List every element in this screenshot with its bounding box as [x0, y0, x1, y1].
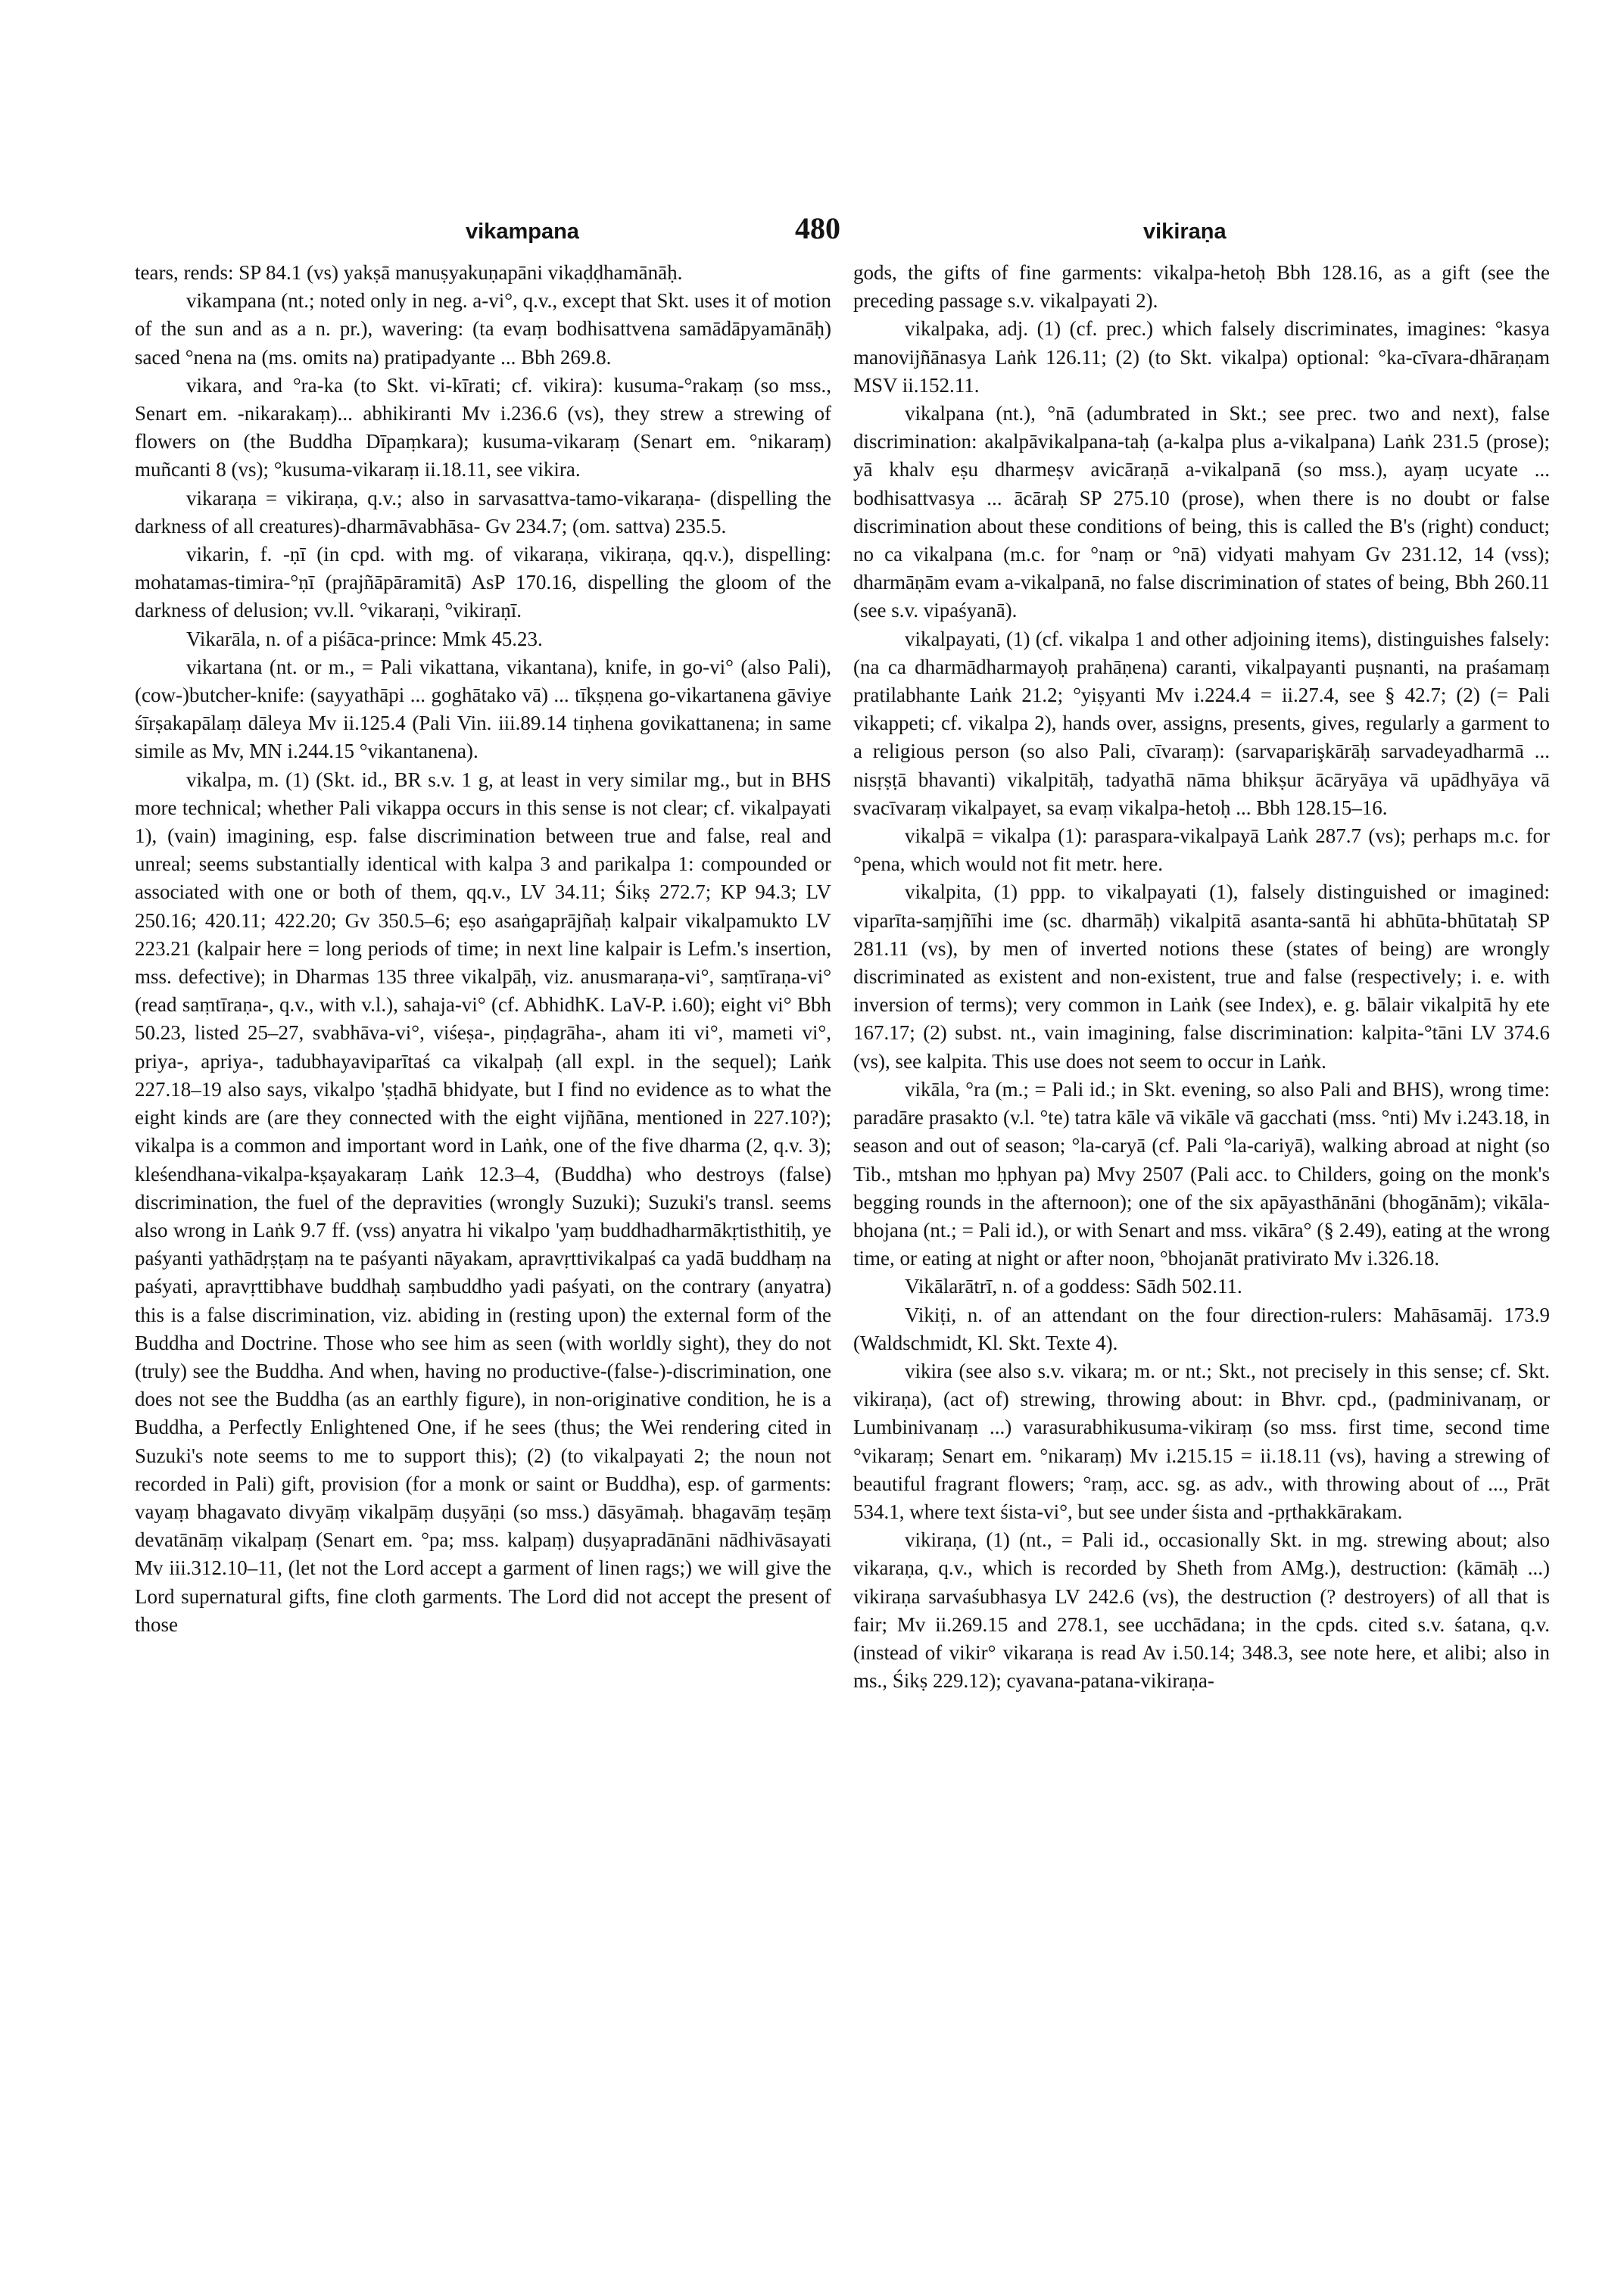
entry-paragraph: Vikiṭi, n. of an attendant on the four direction-rulers: Mahāsamāj. 173.9 (Waldschmidt, Kl. Skt. Texte 4). [853, 1303, 1550, 1354]
entry-paragraph: vikampana (nt.; noted only in neg. a-vi°, q.v., except that Skt. uses it of motion of the sun and as a n. pr.), wavering: (ta evaṃ bodhisattvena samādāpyamānāḥ) saced °nena na (ms. omits na) pratipadyante ... Bbh 269.8. [135, 289, 831, 369]
entry-paragraph: tears, rends: SP 84.1 (vs) yakṣā manuṣyakuṇapāni vikaḍḍhamānāḥ. [135, 261, 683, 284]
header-left-word: vikampana [466, 220, 579, 244]
right-column [853, 259, 1550, 2182]
entry-paragraph: vikalpita, (1) ppp. to vikalpayati (1), falsely distinguished or imagined: viparīta-saṃjñīhi ime (sc. dharmāḥ) vikalpitā asanta-santā hi abhūta-bhūtataḥ SP 281.11 (vs), by men of inverted notions these (states of being) are wrongly discriminated as existent and non-existent, true and false (respectively; i. e. with inversion of terms); very common in Laṅk (see Index), e. g. bālair vikalpitā hy ete 167.17; (2) subst. nt., vain imagining, false discrimination: kalpita-°tāni LV 374.6 (vs), see kalpita. This use does not seem to occur in Laṅk. [853, 880, 1550, 1073]
left-column [135, 259, 831, 2182]
entry-paragraph: vikalpayati, (1) (cf. vikalpa 1 and other adjoining items), distinguishes falsely: (na ca dharmādharmayoḥ prahāṇena) caranti, vikalpayanti puṣnanti, na praśamaṃ pratilabhante Laṅk 21.2; °yiṣyanti Mv i.224.4 = ii.27.4, see § 42.7; (2) (= Pali vikappeti; cf. vikalpa 2), hands over, assigns, presents, gives, regularly a garment to a religious person (so also Pali, cīvaraṃ): (sarvaparişkārāḥ sarvadeyadharmā ... nisṛṣṭā bhavanti) vikalpitāḥ, tadyathā nāma bhikṣur ācāryāya vā upādhyāya vā svacīvaraṃ vikalpayet, sa evaṃ vikalpa-hetoḥ ... Bbh 128.15–16. [853, 627, 1550, 819]
entry-paragraph: Vikarāla, n. of a piśāca-prince: Mmk 45.23. [186, 627, 543, 650]
entry-paragraph: gods, the gifts of fine garments: vikalpa-hetoḥ Bbh 128.16, as a gift (see the preceding passage s.v. vikalpayati 2). [853, 261, 1550, 313]
entry-paragraph: vikāla, °ra (m.; = Pali id.; in Skt. evening, so also Pali and BHS), wrong time: paradāre prasakto (v.l. °te) tatra kāle vā vikāle vā gacchati (mss. °nti) Mv i.243.18, in season and out of season; °la-caryā (cf. Pali °la-cariyā), walking abroad at night (so Tib., mtshan mo ḥphyan pa) Mvy 2507 (Pali acc. to Childers, going on the monk's begging rounds in the afternoon); one of the six apāyasthānāni (bhogānām); vikāla-bhojana (nt.; = Pali id.), or with Senart and mss. vikāra° (§ 2.49), eating at the wrong time, or eating at night or after noon, °bhojanāt prativirato Mv i.326.18. [853, 1077, 1550, 1270]
entry-paragraph: vikiraṇa, (1) (nt., = Pali id., occasionally Skt. in mg. strewing about; also vikaraṇa, q.v., which is recorded by Sheth from AMg.), destruction: (kāmāḥ ...) vikiraṇa sarvaśubhasya LV 242.6 (vs), the destruction (? destroyers) of all that is fair; Mv ii.269.15 and 278.1, see ucchādana; in the cpds. cited s.v. śatana, q.v. (instead of vikir° vikaraṇa is read Av i.50.14; 348.3, see note here, et alibi; also in ms., Śikṣ 229.12); cyavana-patana-vikiraṇa- [853, 1528, 1550, 1693]
entry-paragraph: vikalpaka, adj. (1) (cf. prec.) which falsely discriminates, imagines: °kasya manovijñānasya Laṅk 126.11; (2) (to Skt. vikalpa) optional: °ka-cīvara-dhāraṇam MSV ii.152.11. [853, 317, 1550, 397]
entry-paragraph: vikara, and °ra-ka (to Skt. vi-kīrati; cf. vikira): kusuma-°rakaṃ (so mss., Senart em. -nikarakaṃ)... abhikiranti Mv i.236.6 (vs), they strew a strewing of flowers on (the Buddha Dīpaṃkara); kusuma-vikaraṃ (Senart em. °nikaraṃ) muñcanti 8 (vs); °kusuma-vikaraṃ ii.18.11, see vikira. [135, 373, 831, 481]
entry-paragraph: vikalpā = vikalpa (1): paraspara-vikalpayā Laṅk 287.7 (vs); perhaps m.c. for °pena, which would not fit metr. here. [853, 824, 1550, 876]
entry-paragraph: vikalpana (nt.), °nā (adumbrated in Skt.; see prec. two and next), false discrimination: akalpāvikalpana-taḥ (a-kalpa plus a-vikalpana) Laṅk 231.5 (prose); yā khalv eṣu dharmeṣv avicāraṇā a-vikalpanā (so mss.), ayaṃ ucyate ... bodhisattvasya ... ācāraḥ SP 275.10 (prose), when there is no doubt or false discrimination about these conditions of being, this is called the B's (right) conduct; no ca vikalpana (m.c. for °naṃ or °nā) vidyati mahyam Gv 231.12, 14 (vss); dharmāṇām evam a-vikalpanā, no false discrimination of states of being, Bbh 260.11 (see s.v. vipaśyanā). [853, 402, 1550, 622]
entry-paragraph: vikaraṇa = vikiraṇa, q.v.; also in sarvasattva-tamo-vikaraṇa- (dispelling the darkness of all creatures)-dharmāvabhāsa- Gv 234.7; (om. sattva) 235.5. [135, 486, 831, 537]
entry-paragraph: vikalpa, m. (1) (Skt. id., BR s.v. 1 g, at least in very similar mg., but in BHS more technical; whether Pali vikappa occurs in this sense is not clear; cf. vikalpayati 1), (vain) imagining, esp. false discrimination between true and false, real and unreal; seems substantially identical with kalpa 3 and parikalpa 1: compounded or associated with one or both of them, qq.v., LV 34.11; Śikṣ 272.7; KP 94.3; LV 250.16; 420.11; 422.20; Gv 350.5–6; eṣo asaṅgaprājñaḥ kalpair vikalpamukto LV 223.21 (kalpair here = long periods of time; in next line kalpair is Lefm.'s insertion, mss. defective); in Dharmas 135 three vikalpāḥ, viz. anusmaraṇa-vi°, saṃtīraṇa-vi° (read saṃtīraṇa-, q.v., with v.l.), sahaja-vi° (cf. AbhidhK. LaV-P. i.60); eight vi° Bbh 50.23, listed 25–27, svabhāva-vi°, viśeṣa-, piṇḍagrāha-, aham iti vi°, mameti vi°, priya-, apriya-, tadubhayaviparītaś ca vikalpaḥ (all expl. in the sequel); Laṅk 227.18–19 also says, vikalpo 'ṣṭadhā bhidyate, but I find no evidence as to what the eight kinds are (are they connected with the eight vijñāna, mentioned in 227.10?); vikalpa is a common and important word in Laṅk, one of the five dharma (2, q.v. 3); kleśendhana-vikalpa-kṣayakaraṃ Laṅk 12.3–4, (Buddha) who destroys (false) discrimination, the fuel of the depravities (wrongly Suzuki); Suzuki's transl. seems also wrong in Laṅk 9.7 ff. (vss) anyatra hi vikalpo 'yaṃ buddhadharmākṛtisthitiḥ, ye paśyanti yathādṛṣṭaṃ na te paśyanti nāyakam, apravṛttivikalpaś ca yadā buddhaṃ na paśyati, apravṛttibhave buddhaḥ saṃbuddho yadi paśyati, on the contrary (anyatra) this is a false discrimination, viz. abiding in (resting upon) the external form of the Buddha and Doctrine. Those who see him as seen (with worldly sight), they do not (truly) see the Buddha. And when, having no productive-(false-)-discrimination, one does not see the Buddha (as an earthly figure), in non-originative condition, he is a Buddha, a Perfectly Enlightened One, if he sees (thus; the Wei rendering cited in Suzuki's note seems to me to support this); (2) (to vikalpayati 2; the noun not recorded in Pali) gift, provision (for a monk or saint or Buddha), esp. of garments: vayaṃ bhagavato divyāṃ vikalpāṃ duṣyāṇi (so mss.) dāsyāmaḥ. bhagavāṃ teṣāṃ devatānāṃ vikalpaṃ (Senart em. °pa; mss. kalpaṃ) duṣyapradānāni nādhivāsayati Mv iii.312.10–11, (let not the Lord accept a garment of linen rags;) we will give the Lord supernatural gifts, fine cloth garments. The Lord did not accept the present of those [135, 768, 831, 1636]
page-number: 480 [795, 211, 840, 245]
entry-paragraph: vikarin, f. -ṇī (in cpd. with mg. of vikaraṇa, vikiraṇa, qq.v.), dispelling: mohatamas-timira-°ṇī (prajñāpāramitā) AsP 170.16, dispelling the gloom of the darkness of delusion; vv.ll. °vikaraṇi, °vikiraṇī. [135, 543, 831, 622]
entry-paragraph: Vikālarātrī, n. of a goddess: Sādh 502.11. [905, 1275, 1242, 1298]
header-right-word: vikiraṇa [1143, 220, 1227, 244]
entry-paragraph: vikartana (nt. or m., = Pali vikattana, vikantana), knife, in go-vi° (also Pali), (cow-)butcher-knife: (sayyathāpi ... goghātako vā) ... tīkṣṇena go-vikartanena gāviye śīrṣakapālaṃ dāleya Mv ii.125.4 (Pali Vin. iii.89.14 tiṇhena govikattanena; in same simile as Mv, MN i.244.15 °vikantanena). [135, 655, 831, 763]
entry-paragraph: vikira (see also s.v. vikara; m. or nt.; Skt., not precisely in this sense; cf. Skt. vikiraṇa), (act of) strewing, throwing about: in Bhvr. cpd., (padminivanaṃ, or Lumbinivanaṃ ...) varasurabhikusuma-vikiraṃ (so mss. first time, second time °vikaraṃ; Senart em. °nikaraṃ) Mv i.215.15 = ii.18.11 (vs), having a strewing of beautiful fragrant flowers; °raṃ, acc. sg. as adv., with throwing about of ..., Prāt 534.1, where text śista-vi°, but see under śista and -pṛthakkārakam. [853, 1359, 1550, 1523]
